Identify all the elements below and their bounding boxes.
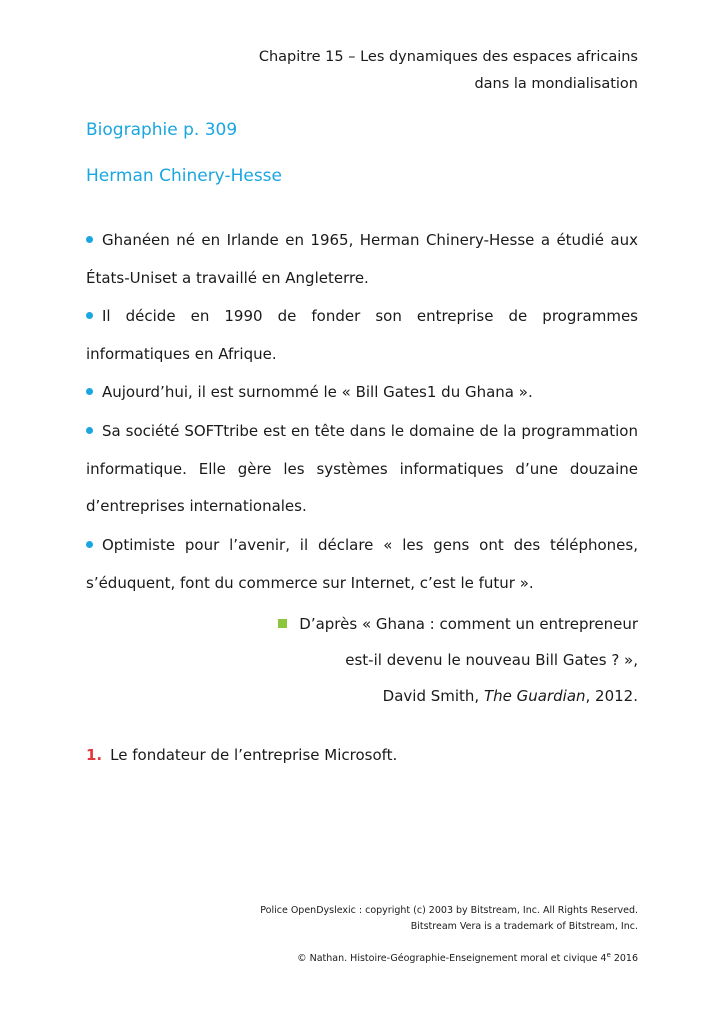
paragraph-3 — [86, 374, 638, 412]
source-square-icon — [278, 619, 287, 628]
source-line-2: est-il devenu le nouveau Bill Gates ? », — [345, 651, 638, 669]
chapter-header-line-1: Chapitre 15 – Les dynamiques des espaces africains — [258, 49, 638, 65]
bullet-dot — [86, 427, 93, 434]
source-author: David Smith, — [382, 687, 484, 705]
paragraph-4 — [86, 413, 638, 526]
footer-line-3 — [260, 947, 638, 967]
paragraph-text: Sa société SOFTtribe est en tête dans le domaine de la programmation informatique. Elle gère les systèmes informatiques d’une douzaine d’entreprises internationales. — [86, 422, 638, 515]
paragraph-text: Aujourd’hui, il est surnommé le « Bill Gates1 du Ghana ». — [102, 383, 533, 401]
person-name-title: Herman Chinery-Hesse — [86, 166, 282, 186]
footer-line-1: Police OpenDyslexic : copyright (c) 2003 by Bitstream, Inc. All Rights Reserved. — [260, 905, 638, 916]
bullet-dot — [86, 388, 93, 395]
footnote-text: Le fondateur de l’entreprise Microsoft. — [110, 746, 398, 764]
bullet-dot — [86, 312, 93, 319]
footer-line-2: Bitstream Vera is a trademark of Bitstream, Inc. — [410, 921, 638, 932]
paragraph-text: Optimiste pour l’avenir, il déclare « les gens ont des téléphones, s’éduquent, font du commerce sur Internet, c’est le futur ». — [86, 536, 638, 592]
paragraph-2 — [86, 298, 638, 373]
biography-title: Biographie p. 309 — [86, 120, 238, 140]
source-line-1 — [238, 606, 638, 642]
paragraph-text: Il décide en 1990 de fonder son entreprise de programmes informatiques en Afrique. — [86, 307, 638, 363]
source-line-1-text: D’après « Ghana : comment un entrepreneur — [299, 615, 638, 633]
chapter-header — [259, 44, 638, 98]
paragraph-text: Ghanéen né en Irlande en 1965, Herman Chinery-Hesse a étudié aux États-Uniset a travaillé en Angleterre. — [86, 231, 638, 287]
bullet-dot — [86, 541, 93, 548]
source-citation — [238, 606, 638, 714]
chapter-header-line-2: dans la mondialisation — [474, 76, 638, 92]
source-line-3 — [238, 678, 638, 714]
footnote — [86, 746, 397, 764]
paragraph-5 — [86, 527, 638, 602]
footer-line-3-text: © Nathan. Histoire-Géographie-Enseignement moral et civique 4 — [297, 953, 607, 965]
footer-line-3-sup: e — [606, 951, 611, 959]
paragraph-1 — [86, 222, 638, 297]
footer-line-3-end: 2016 — [610, 953, 638, 965]
source-publication: The Guardian — [483, 687, 586, 705]
copyright-footer — [260, 903, 638, 967]
footnote-number: 1. — [86, 746, 103, 764]
bullet-dot — [86, 236, 93, 243]
source-year: , 2012. — [585, 687, 638, 705]
